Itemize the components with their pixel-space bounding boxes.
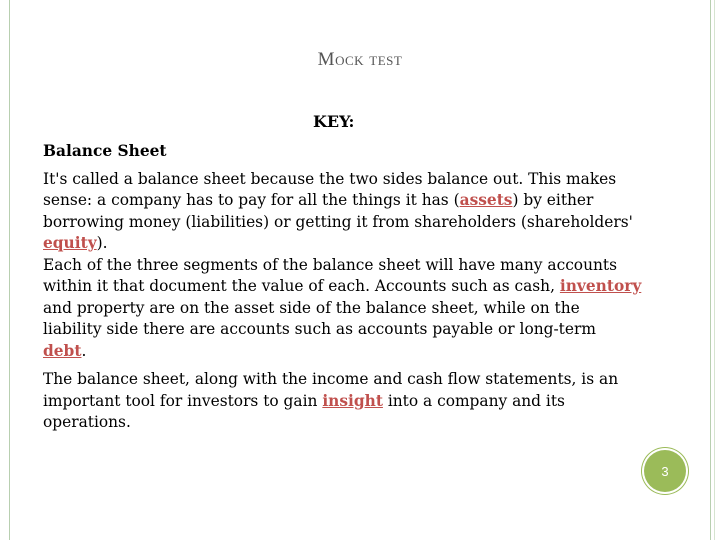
keyword-equity-link[interactable]: equity [43,234,97,252]
paragraph-3-text-b: into a company and its operations. [43,391,565,431]
key-label: KEY: [313,112,355,131]
keyword-inventory-link[interactable]: inventory [559,277,642,295]
paragraph-1-text-b: ) by either borrowing money (liabilities) or getting it from shareholders (shareholders' [43,191,633,231]
keyword-insight-link[interactable]: insight [322,391,383,410]
slide-body [43,141,643,434]
paragraph-2-text-a: Each of the three segments of the balance sheet will have many accounts within it that document the value of each. Accounts such as cash, [43,255,617,295]
paragraph-3-text-a: The balance sheet, along with the income and cash flow statements, is an important tool for investors to gain [43,370,619,410]
section-heading: Balance Sheet [43,142,167,160]
page-number-badge: 3 [644,450,686,492]
keyword-debt-link[interactable]: debt [43,341,82,360]
slide-title: Mock test [317,49,403,70]
slide-border-right-outer [714,0,715,540]
paragraph-2-text-c: . [81,341,87,360]
paragraph-1-text-c: ). [96,234,108,252]
paragraph-2-text-b: and property are on the asset side of the balance sheet, while on the liability side there are accounts such as accounts payable or long-term [43,298,596,338]
slide-border-left [9,0,10,540]
paragraph-1-text-a: It's called a balance sheet because the two sides balance out. This makes sense: a company has to pay for all the things it has ( [43,169,617,209]
paragraph-1 [43,169,643,255]
slide-border-right [710,0,711,540]
keyword-assets-link[interactable]: assets [459,191,513,209]
paragraph-3 [43,369,643,434]
paragraph-2 [43,255,643,363]
